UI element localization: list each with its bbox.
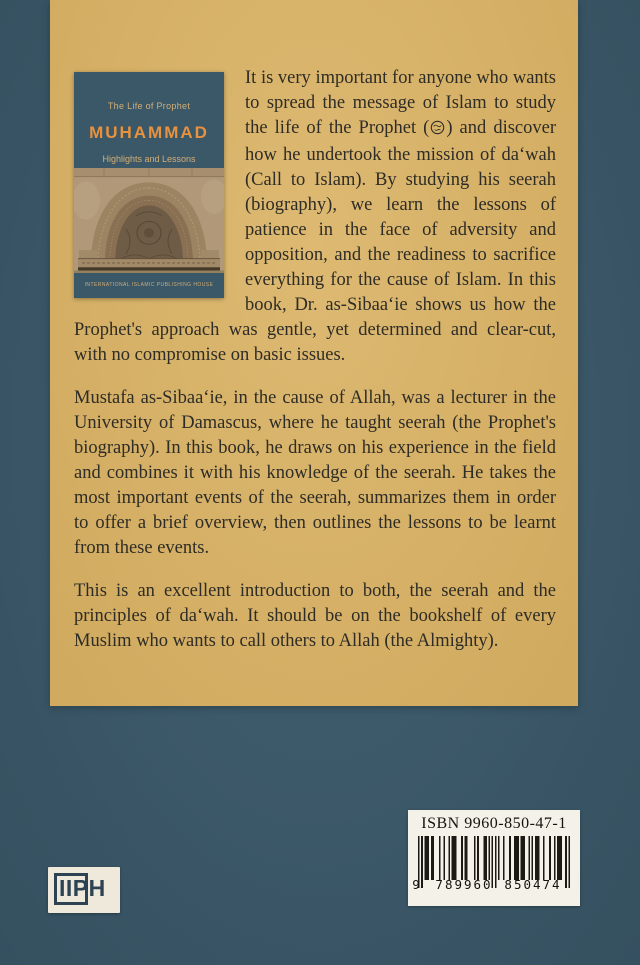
barcode-digit-lead: 9 bbox=[412, 877, 420, 892]
thumbnail-header bbox=[74, 72, 224, 168]
author-bio-paragraph: Mustafa as-Sibaa‘ie, in the cause of Allah, was a lecturer in the University of Damascus, where he taught seerah (the Prophet's biography). In this book, he draws on his experience in the field and combines it with his knowledge of the seerah. He takes the most important events of the seerah, summarizes them in order to offer a brief overview, then outlines the lessons to be learnt from these events. bbox=[74, 388, 556, 558]
thumbnail-publisher: INTERNATIONAL ISLAMIC PUBLISHING HOUSE bbox=[84, 282, 214, 288]
publisher-logo bbox=[48, 867, 120, 913]
recommendation-paragraph: This is an excellent introduction to both, the seerah and the principles of da‘wah. It should be on the bookshelf of every Muslim who wants to call others to Allah (the Almighty). bbox=[74, 581, 556, 651]
back-cover-panel bbox=[50, 0, 578, 706]
isbn-label: ISBN 9960-850-47-1 bbox=[421, 815, 567, 832]
thumbnail-book-title: MUHAMMAD bbox=[89, 123, 209, 142]
synopsis-paragraph bbox=[74, 66, 556, 368]
synopsis-text-after: ) and discover how he undertook the mission of da‘wah (Call to Islam). By studying his seerah (biography), we learn the lessons of patience in the face of adversity and opposition, and the readiness to sacrifice everything for the cause of Islam. In this book, Dr. as-Sibaa‘ie shows us how the Prophet's approach was gentle, yet determined and clear-cut, with no compromise on basic issues. bbox=[74, 118, 556, 365]
logo-text: IIPH bbox=[59, 875, 106, 901]
barcode-digits bbox=[408, 877, 580, 893]
stone-arch-photo bbox=[74, 168, 224, 273]
thumbnail-subtitle: Highlights and Lessons bbox=[102, 154, 196, 164]
front-cover-thumbnail bbox=[74, 72, 224, 298]
barcode-digits-right-group: 850474 bbox=[504, 877, 562, 892]
barcode-digits-left-group: 789960 bbox=[435, 877, 493, 892]
thumbnail-series-title: The Life of Prophet bbox=[107, 101, 191, 111]
prophet-honorific-icon bbox=[430, 118, 445, 143]
isbn-barcode-block bbox=[408, 810, 580, 906]
synopsis-text-before: It is very important for anyone who wants to spread the message of Islam to study the life of the Prophet ( bbox=[245, 68, 556, 138]
